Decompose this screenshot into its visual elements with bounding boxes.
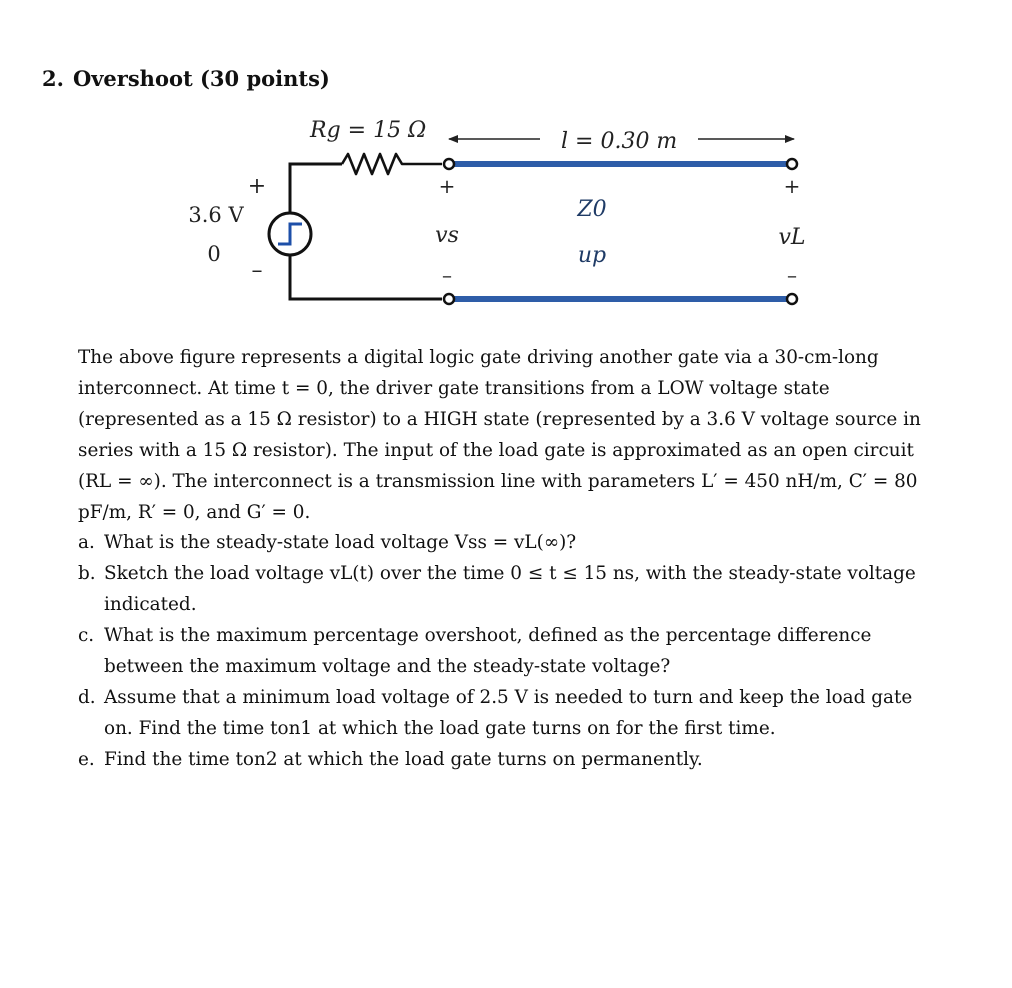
bottom-left-wire <box>290 254 442 299</box>
vs-plus: + <box>438 174 456 198</box>
question-label: a. <box>78 532 95 554</box>
source-low-label: 0 <box>207 242 221 266</box>
question-b <box>78 559 928 621</box>
terminal-sending-top <box>444 159 454 169</box>
question-text: Find the time ton2 at which the load gate turns on permanently. <box>104 748 703 770</box>
vs-label: vs <box>435 223 459 248</box>
vs-minus: – <box>442 263 452 287</box>
length-label: l = 0.30 m <box>561 129 678 154</box>
problem-title: Overshoot (30 points) <box>72 66 330 91</box>
question-label: e. <box>78 748 95 770</box>
question-c <box>78 621 928 683</box>
resistor-symbol <box>342 154 442 174</box>
circuit-diagram <box>0 0 1012 340</box>
question-a <box>78 528 928 559</box>
top-left-wire <box>290 164 342 214</box>
question-e <box>78 745 928 776</box>
question-text: What is the steady-state load voltage Vss = vL(∞)? <box>104 532 577 554</box>
up-label: up <box>577 243 607 268</box>
source-minus: – <box>251 258 263 283</box>
question-text: What is the maximum percentage overshoot, defined as the percentage difference between the maximum voltage and the steady-state voltage? <box>104 625 872 678</box>
question-label: b. <box>78 563 96 585</box>
vl-plus: + <box>783 174 801 198</box>
question-text: Sketch the load voltage vL(t) over the time 0 ≤ t ≤ 15 ns, with the steady-state voltage indicated. <box>104 563 916 616</box>
terminal-load-bottom <box>787 294 797 304</box>
terminal-sending-bottom <box>444 294 454 304</box>
source-high-label: 3.6 V <box>188 203 244 227</box>
question-text: Assume that a minimum load voltage of 2.5 V is needed to turn and keep the load gate on. Find the time ton1 at which the load gate turns on for the first time. <box>104 686 913 739</box>
question-label: c. <box>78 625 95 647</box>
vl-label: vL <box>778 225 806 250</box>
problem-body <box>78 343 928 776</box>
terminal-load-top <box>787 159 797 169</box>
problem-number: 2. <box>42 66 64 91</box>
resistor-label: Rg = 15 Ω <box>310 118 427 143</box>
question-label: d. <box>78 686 96 708</box>
source-plus: + <box>247 174 267 199</box>
z0-label: Z0 <box>577 197 607 222</box>
intro-paragraph: The above figure represents a digital logic gate driving another gate via a 30-cm-long interconnect. At time t = 0, the driver gate transitions from a LOW voltage state (represented as a 15 Ω resistor) to a HIGH state (represented by a 3.6 V voltage source in series with a 15 Ω resistor). The input of the load gate is approximated as an open circuit (RL = ∞). The interconnect is a transmission line with parameters L′ = 450 nH/m, C′ = 80 pF/m, R′ = 0, and G′ = 0. <box>78 347 921 523</box>
vl-minus: – <box>787 263 797 287</box>
question-d <box>78 683 928 745</box>
